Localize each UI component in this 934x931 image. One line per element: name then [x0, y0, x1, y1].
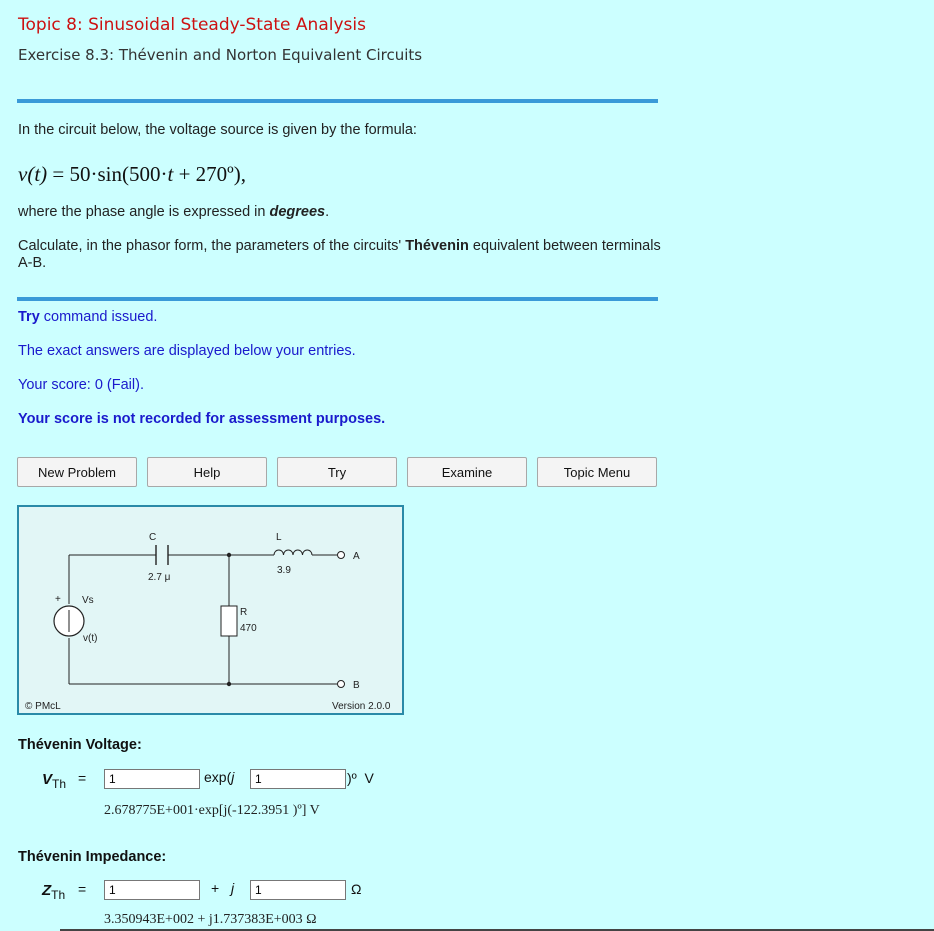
version-label: Version 2.0.0 — [332, 701, 391, 712]
source-function-label: v(t) — [83, 633, 98, 644]
divider-middle — [17, 297, 658, 301]
zth-unit: Ω — [351, 881, 362, 897]
examine-button[interactable]: Examine — [407, 457, 527, 487]
exercise-title: Exercise 8.3: Thévenin and Norton Equivalent Circuits — [18, 46, 423, 64]
copyright-label: © PMcL — [25, 701, 61, 712]
thevenin-voltage-title: Thévenin Voltage: — [18, 737, 142, 753]
vth-symbol — [42, 771, 66, 791]
resistor-label: R — [240, 607, 248, 618]
junction-dot-top — [227, 553, 231, 557]
exp-j: j — [231, 769, 235, 785]
source-label: Vs — [82, 595, 94, 606]
thevenin-impedance-title: Thévenin Impedance: — [18, 849, 167, 865]
problem-intro: In the circuit below, the voltage source is given by the formula: — [18, 122, 417, 138]
circuit-wires — [69, 555, 337, 684]
source-plus-sign: + — [55, 594, 61, 605]
help-button[interactable]: Help — [147, 457, 267, 487]
zth-letter: Z — [42, 882, 52, 899]
formula-eq: = 50·sin(500· — [47, 162, 168, 186]
try-button[interactable]: Try — [277, 457, 397, 487]
inductor-label: L — [276, 532, 282, 543]
task-bold: Thévenin — [405, 238, 469, 254]
task-statement — [18, 238, 668, 272]
capacitor-symbol — [156, 545, 168, 565]
formula-lhs: v(t) — [18, 162, 48, 186]
task-end: equivalent between terminals A-B. — [18, 238, 661, 271]
phase-note — [18, 204, 329, 221]
new-problem-button[interactable]: New Problem — [17, 457, 137, 487]
capacitor-value: 2.7 μ — [148, 572, 171, 583]
zth-equals: = — [78, 881, 87, 897]
terminal-a-node — [338, 552, 345, 559]
inductor-symbol — [274, 550, 312, 555]
zth-j: j — [231, 880, 235, 896]
formula-rest: + 270º), — [173, 162, 246, 186]
topic-menu-button[interactable]: Topic Menu — [537, 457, 657, 487]
zth-exact-answer: 3.350943E+002 + j1.737383E+003 Ω — [104, 912, 317, 927]
zth-imag-input[interactable] — [250, 880, 346, 900]
exp-text: exp( — [204, 769, 232, 785]
try-feedback-text: command issued. — [39, 309, 158, 325]
divider-top — [17, 99, 658, 103]
vth-magnitude-input[interactable] — [104, 769, 200, 789]
terminal-b-node — [338, 681, 345, 688]
zth-j-label — [231, 880, 234, 896]
resistor-value: 470 — [240, 623, 257, 634]
score-text: Your score: 0 (Fail). — [18, 377, 144, 393]
vth-exact-answer: 2.678775E+001·exp[j(-122.3951 )º] V — [104, 803, 320, 818]
zth-real-input[interactable] — [104, 880, 200, 900]
zth-subscript: Th — [51, 888, 66, 902]
circuit-svg — [19, 507, 402, 713]
try-feedback-bold: Try — [18, 309, 40, 325]
capacitor-label: C — [149, 532, 157, 543]
junction-dot-bottom — [227, 682, 231, 686]
vth-subscript: Th — [52, 777, 67, 791]
phase-note-end: . — [325, 204, 330, 220]
source-formula — [18, 162, 246, 187]
resistor-symbol — [221, 606, 237, 636]
vth-letter: V — [42, 771, 53, 788]
vth-equals: = — [78, 770, 87, 786]
zth-plus-sign: + — [211, 880, 220, 896]
vth-unit: )º V — [347, 770, 374, 786]
inductor-value: 3.9 — [277, 565, 291, 576]
zth-symbol — [42, 882, 65, 902]
phase-note-text: where the phase angle is expressed in — [18, 204, 270, 220]
not-recorded-note: Your score is not recorded for assessment purposes. — [18, 411, 386, 427]
topic-title: Topic 8: Sinusoidal Steady-State Analysis — [18, 15, 366, 35]
terminal-b-label: B — [353, 680, 360, 691]
try-feedback — [18, 309, 157, 325]
phase-note-emphasis: degrees — [269, 204, 326, 220]
terminal-a-label: A — [353, 551, 360, 562]
exact-answers-note: The exact answers are displayed below your entries. — [18, 343, 356, 359]
task-text: Calculate, in the phasor form, the parameters of the circuits' — [18, 238, 406, 254]
exp-label — [204, 769, 234, 785]
vth-angle-input[interactable] — [250, 769, 346, 789]
circuit-diagram — [17, 505, 404, 715]
formula-t: t — [167, 162, 174, 186]
